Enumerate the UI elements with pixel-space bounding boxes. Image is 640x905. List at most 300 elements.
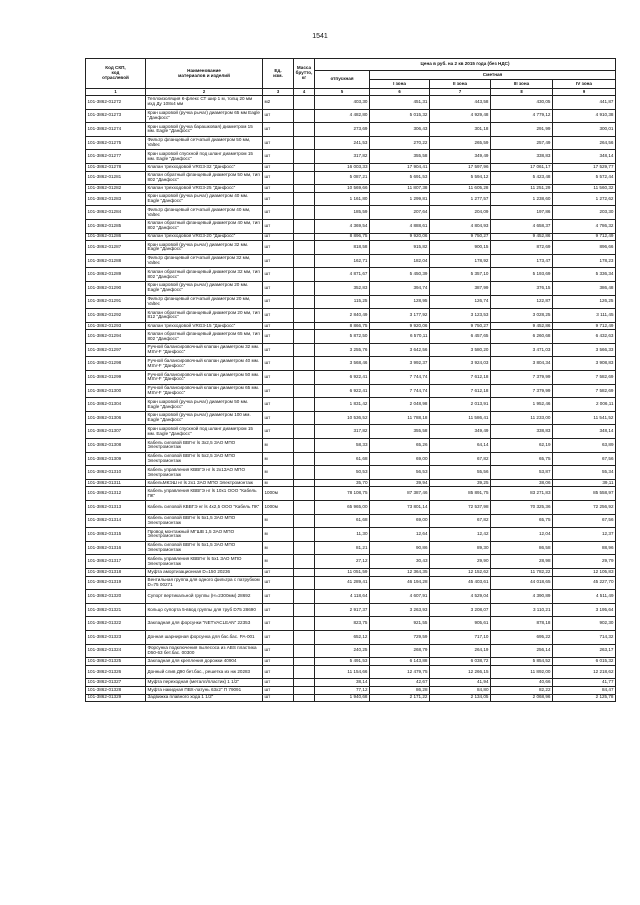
- row-gross-mass: [294, 686, 315, 694]
- row-unit: шт: [263, 357, 294, 371]
- table-row: [86, 136, 616, 150]
- row-name: Вентильная группа для одного фильтра с патрубком D=75 00271: [146, 576, 263, 590]
- table-row: [86, 487, 616, 501]
- table-row: [86, 330, 616, 344]
- row-zone-4-price: 12 105,83: [553, 568, 616, 576]
- row-unit: шт: [263, 206, 294, 220]
- row-gross-mass: [294, 330, 315, 344]
- table-row: [86, 309, 616, 323]
- row-zone-3-price: 83 271,83: [491, 487, 553, 501]
- zone-2-header: II зона: [430, 80, 491, 89]
- row-unit: шт: [263, 694, 294, 702]
- row-name: КабельМКЭШ нг ls 2x1 ЗАО МПО Электромонтаж: [146, 479, 263, 487]
- row-gross-mass: [294, 555, 315, 569]
- row-name: Фильтр фланцевый сетчатый диаметром 20 мм, Valtec: [146, 295, 263, 309]
- table-row: [86, 501, 616, 515]
- row-name: Клапан трехходовой VRG3-25 "Данфосс": [146, 185, 263, 193]
- row-zone-1-price: 394,74: [370, 281, 430, 295]
- row-code: 101-3862-01314: [86, 514, 146, 528]
- row-zone-3-price: 3 028,25: [491, 309, 553, 323]
- row-release-price: 2 917,37: [315, 603, 370, 617]
- table-row: [86, 514, 616, 528]
- row-release-price: 10 569,66: [315, 185, 370, 193]
- row-release-price: 317,82: [315, 425, 370, 439]
- row-release-price: 11 154,66: [315, 665, 370, 679]
- row-unit: шт: [263, 150, 294, 164]
- row-zone-1-price: 90,86: [370, 541, 430, 555]
- row-gross-mass: [294, 136, 315, 150]
- row-release-price: 185,59: [315, 206, 370, 220]
- row-code: 101-3862-01278: [86, 163, 146, 171]
- row-code: 101-3862-01283: [86, 192, 146, 206]
- row-release-price: 6 922,41: [315, 371, 370, 385]
- row-name: Клапан обратный фланцевый диаметром 20 мм, тип 812 "Данфосс": [146, 309, 263, 323]
- row-release-price: 81,21: [315, 541, 370, 555]
- row-code: 101-3862-01329: [86, 694, 146, 702]
- row-zone-3-price: 38,06: [491, 479, 553, 487]
- row-zone-3-price: 3 471,03: [491, 343, 553, 357]
- row-zone-3-price: 62,19: [491, 439, 553, 453]
- row-gross-mass: [294, 590, 315, 604]
- row-code: 101-3862-01272: [86, 96, 146, 110]
- row-release-price: 403,30: [315, 96, 370, 110]
- row-zone-4-price: 55,34: [553, 466, 616, 480]
- row-zone-3-price: 40,66: [491, 679, 553, 687]
- table-row: [86, 171, 616, 185]
- row-code: 101-3862-01313: [86, 501, 146, 515]
- row-unit: шт: [263, 411, 294, 425]
- table-row: [86, 185, 616, 193]
- row-unit: шт: [263, 322, 294, 330]
- zone-4-header: IV зона: [553, 80, 616, 89]
- row-zone-4-price: 67,56: [553, 514, 616, 528]
- row-gross-mass: [294, 452, 315, 466]
- row-zone-3-price: 256,14: [491, 644, 553, 658]
- row-zone-4-price: 45 227,70: [553, 576, 616, 590]
- row-name: Кабель силовой ВВГнг ls 5x1,5 ЗАО МПО Электромонтаж: [146, 541, 263, 555]
- row-zone-1-price: 7 744,74: [370, 384, 430, 398]
- row-zone-2-price: 4 529,04: [430, 590, 491, 604]
- row-zone-2-price: 717,10: [430, 630, 491, 644]
- row-zone-4-price: 11 541,52: [553, 411, 616, 425]
- row-zone-4-price: 348,14: [553, 425, 616, 439]
- row-zone-2-price: 11 586,41: [430, 411, 491, 425]
- table-row: [86, 295, 616, 309]
- row-gross-mass: [294, 171, 315, 185]
- row-gross-mass: [294, 679, 315, 687]
- row-release-price: 273,69: [315, 123, 370, 137]
- row-code: 101-3862-01323: [86, 630, 146, 644]
- price-table: [85, 58, 616, 702]
- row-release-price: 77,12: [315, 686, 370, 694]
- row-code: 101-3862-01291: [86, 295, 146, 309]
- row-release-price: 317,82: [315, 150, 370, 164]
- row-name: Клапан трехходовой VRG3-32 "Данфосс": [146, 163, 263, 171]
- row-name: Фильтр фланцевый сетчатый диаметром 32 мм, Valtec: [146, 254, 263, 268]
- row-release-price: 10 536,52: [315, 411, 370, 425]
- row-code: 101-3862-01319: [86, 576, 146, 590]
- table-row: [86, 541, 616, 555]
- row-name: Клапан обратный фланцевый диаметром 32 мм, тип 802 "Данфосс": [146, 268, 263, 282]
- row-gross-mass: [294, 466, 315, 480]
- row-zone-3-price: 7 379,99: [491, 371, 553, 385]
- row-release-price: 818,58: [315, 241, 370, 255]
- row-release-price: 61,68: [315, 452, 370, 466]
- row-release-price: 65 965,00: [315, 501, 370, 515]
- row-release-price: 241,53: [315, 136, 370, 150]
- row-release-price: 4 369,54: [315, 219, 370, 233]
- row-name: Кран шаровой (ручка рычаг) диаметром 40 мм. Eagle "Данфосс": [146, 192, 263, 206]
- row-release-price: 78 108,75: [315, 487, 370, 501]
- row-gross-mass: [294, 603, 315, 617]
- row-zone-2-price: 4 929,48: [430, 109, 491, 123]
- row-code: 101-3862-01326: [86, 665, 146, 679]
- row-zone-2-price: 5 594,12: [430, 171, 491, 185]
- code-column-header: Код СКП, код отраслевой: [86, 59, 146, 89]
- row-unit: м: [263, 541, 294, 555]
- table-row: [86, 96, 616, 110]
- row-zone-1-price: 9 920,06: [370, 322, 430, 330]
- row-release-price: 6 922,41: [315, 384, 370, 398]
- row-zone-3-price: 5 193,69: [491, 268, 553, 282]
- row-release-price: 352,83: [315, 281, 370, 295]
- row-zone-4-price: 178,23: [553, 254, 616, 268]
- table-row: [86, 150, 616, 164]
- row-unit: шт: [263, 658, 294, 666]
- row-unit: шт: [263, 603, 294, 617]
- row-zone-4-price: 300,01: [553, 123, 616, 137]
- row-code: 101-3862-01308: [86, 439, 146, 453]
- table-row: [86, 590, 616, 604]
- row-code: 101-3862-01318: [86, 568, 146, 576]
- row-zone-3-price: 12,04: [491, 528, 553, 542]
- row-name: Кабель силовой ВВГнг ls 5x1,5 ЗАО МПО Электромонтаж: [146, 514, 263, 528]
- table-row: [86, 665, 616, 679]
- column-number: 9: [553, 89, 616, 96]
- row-release-price: 1 940,68: [315, 694, 370, 702]
- row-zone-2-price: 11 605,28: [430, 185, 491, 193]
- table-row: [86, 686, 616, 694]
- row-zone-2-price: 4 804,93: [430, 219, 491, 233]
- row-zone-3-price: 28,98: [491, 555, 553, 569]
- unit-column-header: Ед. изм.: [263, 59, 294, 89]
- row-zone-1-price: 4 607,91: [370, 590, 430, 604]
- column-number: 3: [263, 89, 294, 96]
- row-zone-2-price: 45 403,61: [430, 576, 491, 590]
- row-zone-4-price: 9 712,49: [553, 233, 616, 241]
- row-zone-2-price: 84,80: [430, 686, 491, 694]
- table-row: [86, 233, 616, 241]
- row-name: Донный слив Д90 бет.бас., решетка из нж 20283: [146, 665, 263, 679]
- release-price-header: отпускная: [315, 71, 370, 89]
- row-name: Кран шаровой спускной под шланг диаметром 15 мм. Eagle "Данфосс": [146, 150, 263, 164]
- row-release-price: 58,33: [315, 439, 370, 453]
- row-zone-1-price: 3 263,93: [370, 603, 430, 617]
- row-zone-4-price: 72 256,92: [553, 501, 616, 515]
- table-row: [86, 644, 616, 658]
- row-zone-4-price: 12,37: [553, 528, 616, 542]
- table-row: [86, 281, 616, 295]
- row-code: 101-3862-01281: [86, 171, 146, 185]
- row-zone-1-price: 87 387,46: [370, 487, 430, 501]
- row-zone-1-price: 86,28: [370, 686, 430, 694]
- column-number: 6: [370, 89, 430, 96]
- column-number: 7: [430, 89, 491, 96]
- row-unit: шт: [263, 233, 294, 241]
- row-gross-mass: [294, 568, 315, 576]
- row-gross-mass: [294, 617, 315, 631]
- table-row: [86, 322, 616, 330]
- row-zone-3-price: 338,83: [491, 150, 553, 164]
- row-zone-3-price: 878,18: [491, 617, 553, 631]
- row-zone-2-price: 41,94: [430, 679, 491, 687]
- row-gross-mass: [294, 425, 315, 439]
- row-code: 101-3862-01312: [86, 487, 146, 501]
- row-unit: шт: [263, 576, 294, 590]
- row-zone-1-price: 69,00: [370, 514, 430, 528]
- row-zone-2-price: 387,99: [430, 281, 491, 295]
- column-number: 4: [294, 89, 315, 96]
- row-zone-2-price: 7 612,18: [430, 384, 491, 398]
- row-gross-mass: [294, 185, 315, 193]
- row-zone-2-price: 301,18: [430, 123, 491, 137]
- row-zone-2-price: 6 038,72: [430, 658, 491, 666]
- row-unit: шт: [263, 371, 294, 385]
- row-zone-4-price: 263,17: [553, 644, 616, 658]
- row-zone-3-price: 53,87: [491, 466, 553, 480]
- row-gross-mass: [294, 109, 315, 123]
- row-code: 101-3862-01288: [86, 254, 146, 268]
- row-zone-3-price: 44 018,65: [491, 576, 553, 590]
- row-zone-4-price: 12 218,62: [553, 665, 616, 679]
- row-zone-2-price: 1 277,57: [430, 192, 491, 206]
- table-row: [86, 466, 616, 480]
- row-zone-2-price: 12,42: [430, 528, 491, 542]
- row-unit: шт: [263, 171, 294, 185]
- table-row: [86, 425, 616, 439]
- row-zone-4-price: 67,56: [553, 452, 616, 466]
- row-code: 101-3862-01293: [86, 322, 146, 330]
- row-code: 101-3862-01306: [86, 411, 146, 425]
- row-code: 101-3862-01294: [86, 330, 146, 344]
- table-row: [86, 679, 616, 687]
- row-zone-3-price: 6 260,68: [491, 330, 553, 344]
- row-zone-3-price: 122,87: [491, 295, 553, 309]
- row-zone-1-price: 4 888,61: [370, 219, 430, 233]
- row-name: Клапан обратный фланцевый диаметром 65 мм, тип 802 "Данфосс": [146, 330, 263, 344]
- row-name: Клапан обратный фланцевый диаметром 40 мм, тип 802 "Данфосс": [146, 219, 263, 233]
- row-unit: м: [263, 555, 294, 569]
- row-code: 101-3862-01322: [86, 617, 146, 631]
- row-zone-2-price: 349,49: [430, 425, 491, 439]
- row-unit: м: [263, 466, 294, 480]
- row-code: 101-3862-01316: [86, 541, 146, 555]
- row-zone-3-price: 1 952,46: [491, 398, 553, 412]
- row-zone-1-price: 5 015,32: [370, 109, 430, 123]
- row-zone-4-price: 5 336,34: [553, 268, 616, 282]
- row-zone-3-price: 872,69: [491, 241, 553, 255]
- row-zone-2-price: 9 750,27: [430, 233, 491, 241]
- row-code: 101-3862-01304: [86, 398, 146, 412]
- row-release-price: 5 087,21: [315, 171, 370, 185]
- row-code: 101-3862-01321: [86, 603, 146, 617]
- row-release-price: 1 831,42: [315, 398, 370, 412]
- row-name: Кабель силовой ВВГнг ls 3x2,5 ЗАО МПО Электромонтаж: [146, 439, 263, 453]
- row-unit: шт: [263, 384, 294, 398]
- row-zone-1-price: 3 177,92: [370, 309, 430, 323]
- row-gross-mass: [294, 96, 315, 110]
- row-zone-2-price: 349,49: [430, 150, 491, 164]
- row-zone-4-price: 3 908,83: [553, 357, 616, 371]
- row-zone-1-price: 306,43: [370, 123, 430, 137]
- row-release-price: 115,25: [315, 295, 370, 309]
- row-zone-1-price: 12 479,75: [370, 665, 430, 679]
- row-unit: шт: [263, 241, 294, 255]
- row-zone-1-price: 42,67: [370, 679, 430, 687]
- row-zone-4-price: 3 566,33: [553, 343, 616, 357]
- row-release-price: 61,68: [315, 514, 370, 528]
- row-unit: шт: [263, 679, 294, 687]
- row-zone-4-price: 2 006,11: [553, 398, 616, 412]
- table-row: [86, 555, 616, 569]
- row-zone-4-price: 348,14: [553, 150, 616, 164]
- row-zone-3-price: 65,75: [491, 452, 553, 466]
- row-zone-2-price: 72 537,98: [430, 501, 491, 515]
- row-zone-4-price: 39,11: [553, 479, 616, 487]
- row-zone-3-price: 4 779,12: [491, 109, 553, 123]
- page-number: 1541: [312, 33, 328, 40]
- row-zone-2-price: 39,25: [430, 479, 491, 487]
- row-name: Муфта накидная ПВХ-латунь 63x2" П 79091: [146, 686, 263, 694]
- row-gross-mass: [294, 192, 315, 206]
- row-code: 101-3862-01324: [86, 644, 146, 658]
- row-zone-3-price: 2 068,96: [491, 694, 553, 702]
- row-release-price: 50,53: [315, 466, 370, 480]
- row-zone-4-price: 3 111,45: [553, 309, 616, 323]
- row-code: 101-3862-01300: [86, 384, 146, 398]
- row-zone-3-price: 430,05: [491, 96, 553, 110]
- row-gross-mass: [294, 322, 315, 330]
- row-code: 101-3862-01315: [86, 528, 146, 542]
- row-zone-3-price: 11 892,00: [491, 665, 553, 679]
- row-name: Кольцо супорта 5-ввод группы для труб D75 28690: [146, 603, 263, 617]
- table-row: [86, 452, 616, 466]
- row-zone-3-price: 11 233,00: [491, 411, 553, 425]
- table-row: [86, 411, 616, 425]
- row-gross-mass: [294, 150, 315, 164]
- row-unit: шт: [263, 425, 294, 439]
- gross-mass-column-header: Масса брутто, кг: [294, 59, 315, 89]
- row-zone-1-price: 268,79: [370, 644, 430, 658]
- row-gross-mass: [294, 295, 315, 309]
- table-row: [86, 479, 616, 487]
- row-zone-3-price: 65,75: [491, 514, 553, 528]
- row-zone-4-price: 902,30: [553, 617, 616, 631]
- row-zone-2-price: 12 152,62: [430, 568, 491, 576]
- row-zone-1-price: 2 048,98: [370, 398, 430, 412]
- row-zone-4-price: 4 910,38: [553, 109, 616, 123]
- row-zone-4-price: 896,66: [553, 241, 616, 255]
- row-gross-mass: [294, 576, 315, 590]
- row-gross-mass: [294, 411, 315, 425]
- table-row: [86, 658, 616, 666]
- row-gross-mass: [294, 219, 315, 233]
- row-zone-2-price: 12 266,15: [430, 665, 491, 679]
- row-gross-mass: [294, 479, 315, 487]
- row-unit: шт: [263, 295, 294, 309]
- table-row: [86, 192, 616, 206]
- row-zone-2-price: 89,30: [430, 541, 491, 555]
- row-zone-2-price: 55,56: [430, 466, 491, 480]
- row-zone-3-price: 9 452,86: [491, 233, 553, 241]
- row-zone-4-price: 7 582,69: [553, 371, 616, 385]
- row-name: Закладная для крепления дорожки 40904: [146, 658, 263, 666]
- row-release-price: 652,12: [315, 630, 370, 644]
- row-zone-3-price: 376,15: [491, 281, 553, 295]
- row-code: 101-3862-01307: [86, 425, 146, 439]
- row-gross-mass: [294, 254, 315, 268]
- name-column-header: Наименование материалов и изделий: [146, 59, 263, 89]
- row-release-price: 41 289,41: [315, 576, 370, 590]
- row-code: 101-3862-01299: [86, 371, 146, 385]
- row-zone-4-price: 6 015,32: [553, 658, 616, 666]
- row-zone-1-price: 915,82: [370, 241, 430, 255]
- row-unit: шт: [263, 219, 294, 233]
- row-name: Муфта амортизационная D=150 20236: [146, 568, 263, 576]
- row-release-price: 11 051,59: [315, 568, 370, 576]
- row-gross-mass: [294, 268, 315, 282]
- row-name: Кабель силовой КВВГЭ нг ls 4x2,5 ООО "Кабель ПК": [146, 501, 263, 515]
- table-row: [86, 603, 616, 617]
- row-release-price: 4 871,67: [315, 268, 370, 282]
- row-zone-1-price: 6 143,88: [370, 658, 430, 666]
- row-code: 101-3862-01275: [86, 136, 146, 150]
- row-gross-mass: [294, 343, 315, 357]
- row-zone-1-price: 9 920,06: [370, 233, 430, 241]
- row-unit: шт: [263, 644, 294, 658]
- row-zone-4-price: 714,32: [553, 630, 616, 644]
- row-gross-mass: [294, 206, 315, 220]
- row-name: Ручной балансировочный клапан диаметром 32 мм. MSV-F "Данфосс": [146, 343, 263, 357]
- row-zone-2-price: 204,09: [430, 206, 491, 220]
- row-unit: 1000м: [263, 501, 294, 515]
- row-zone-4-price: 2 125,78: [553, 694, 616, 702]
- row-code: 101-3862-01274: [86, 123, 146, 137]
- row-code: 101-3862-01310: [86, 466, 146, 480]
- row-unit: шт: [263, 185, 294, 193]
- row-name: Фильтр фланцевый сетчатый диаметром 50 мм, Valtec: [146, 136, 263, 150]
- row-name: Клапан трехходовой VRG3-20 "Данфосс": [146, 233, 263, 241]
- row-zone-1-price: 5 691,53: [370, 171, 430, 185]
- row-zone-2-price: 17 597,96: [430, 163, 491, 171]
- row-name: Донная шарнирная форсунка для бас.бас. РА-001: [146, 630, 263, 644]
- row-name: Клапан обратный фланцевый диаметром 50 мм, тип 802 "Данфосс": [146, 171, 263, 185]
- row-release-price: 11,30: [315, 528, 370, 542]
- row-code: 101-3862-01273: [86, 109, 146, 123]
- table-row: [86, 371, 616, 385]
- row-unit: шт: [263, 254, 294, 268]
- table-row: [86, 219, 616, 233]
- row-zone-3-price: 17 061,17: [491, 163, 553, 171]
- table-row: [86, 206, 616, 220]
- row-gross-mass: [294, 630, 315, 644]
- row-zone-3-price: 1 238,60: [491, 192, 553, 206]
- row-zone-2-price: 905,61: [430, 617, 491, 631]
- price-title-header: Цена в руб. на 2 кв 2015 года (без НДС): [315, 59, 616, 71]
- row-gross-mass: [294, 357, 315, 371]
- row-code: 101-3862-01290: [86, 281, 146, 295]
- row-zone-3-price: 695,22: [491, 630, 553, 644]
